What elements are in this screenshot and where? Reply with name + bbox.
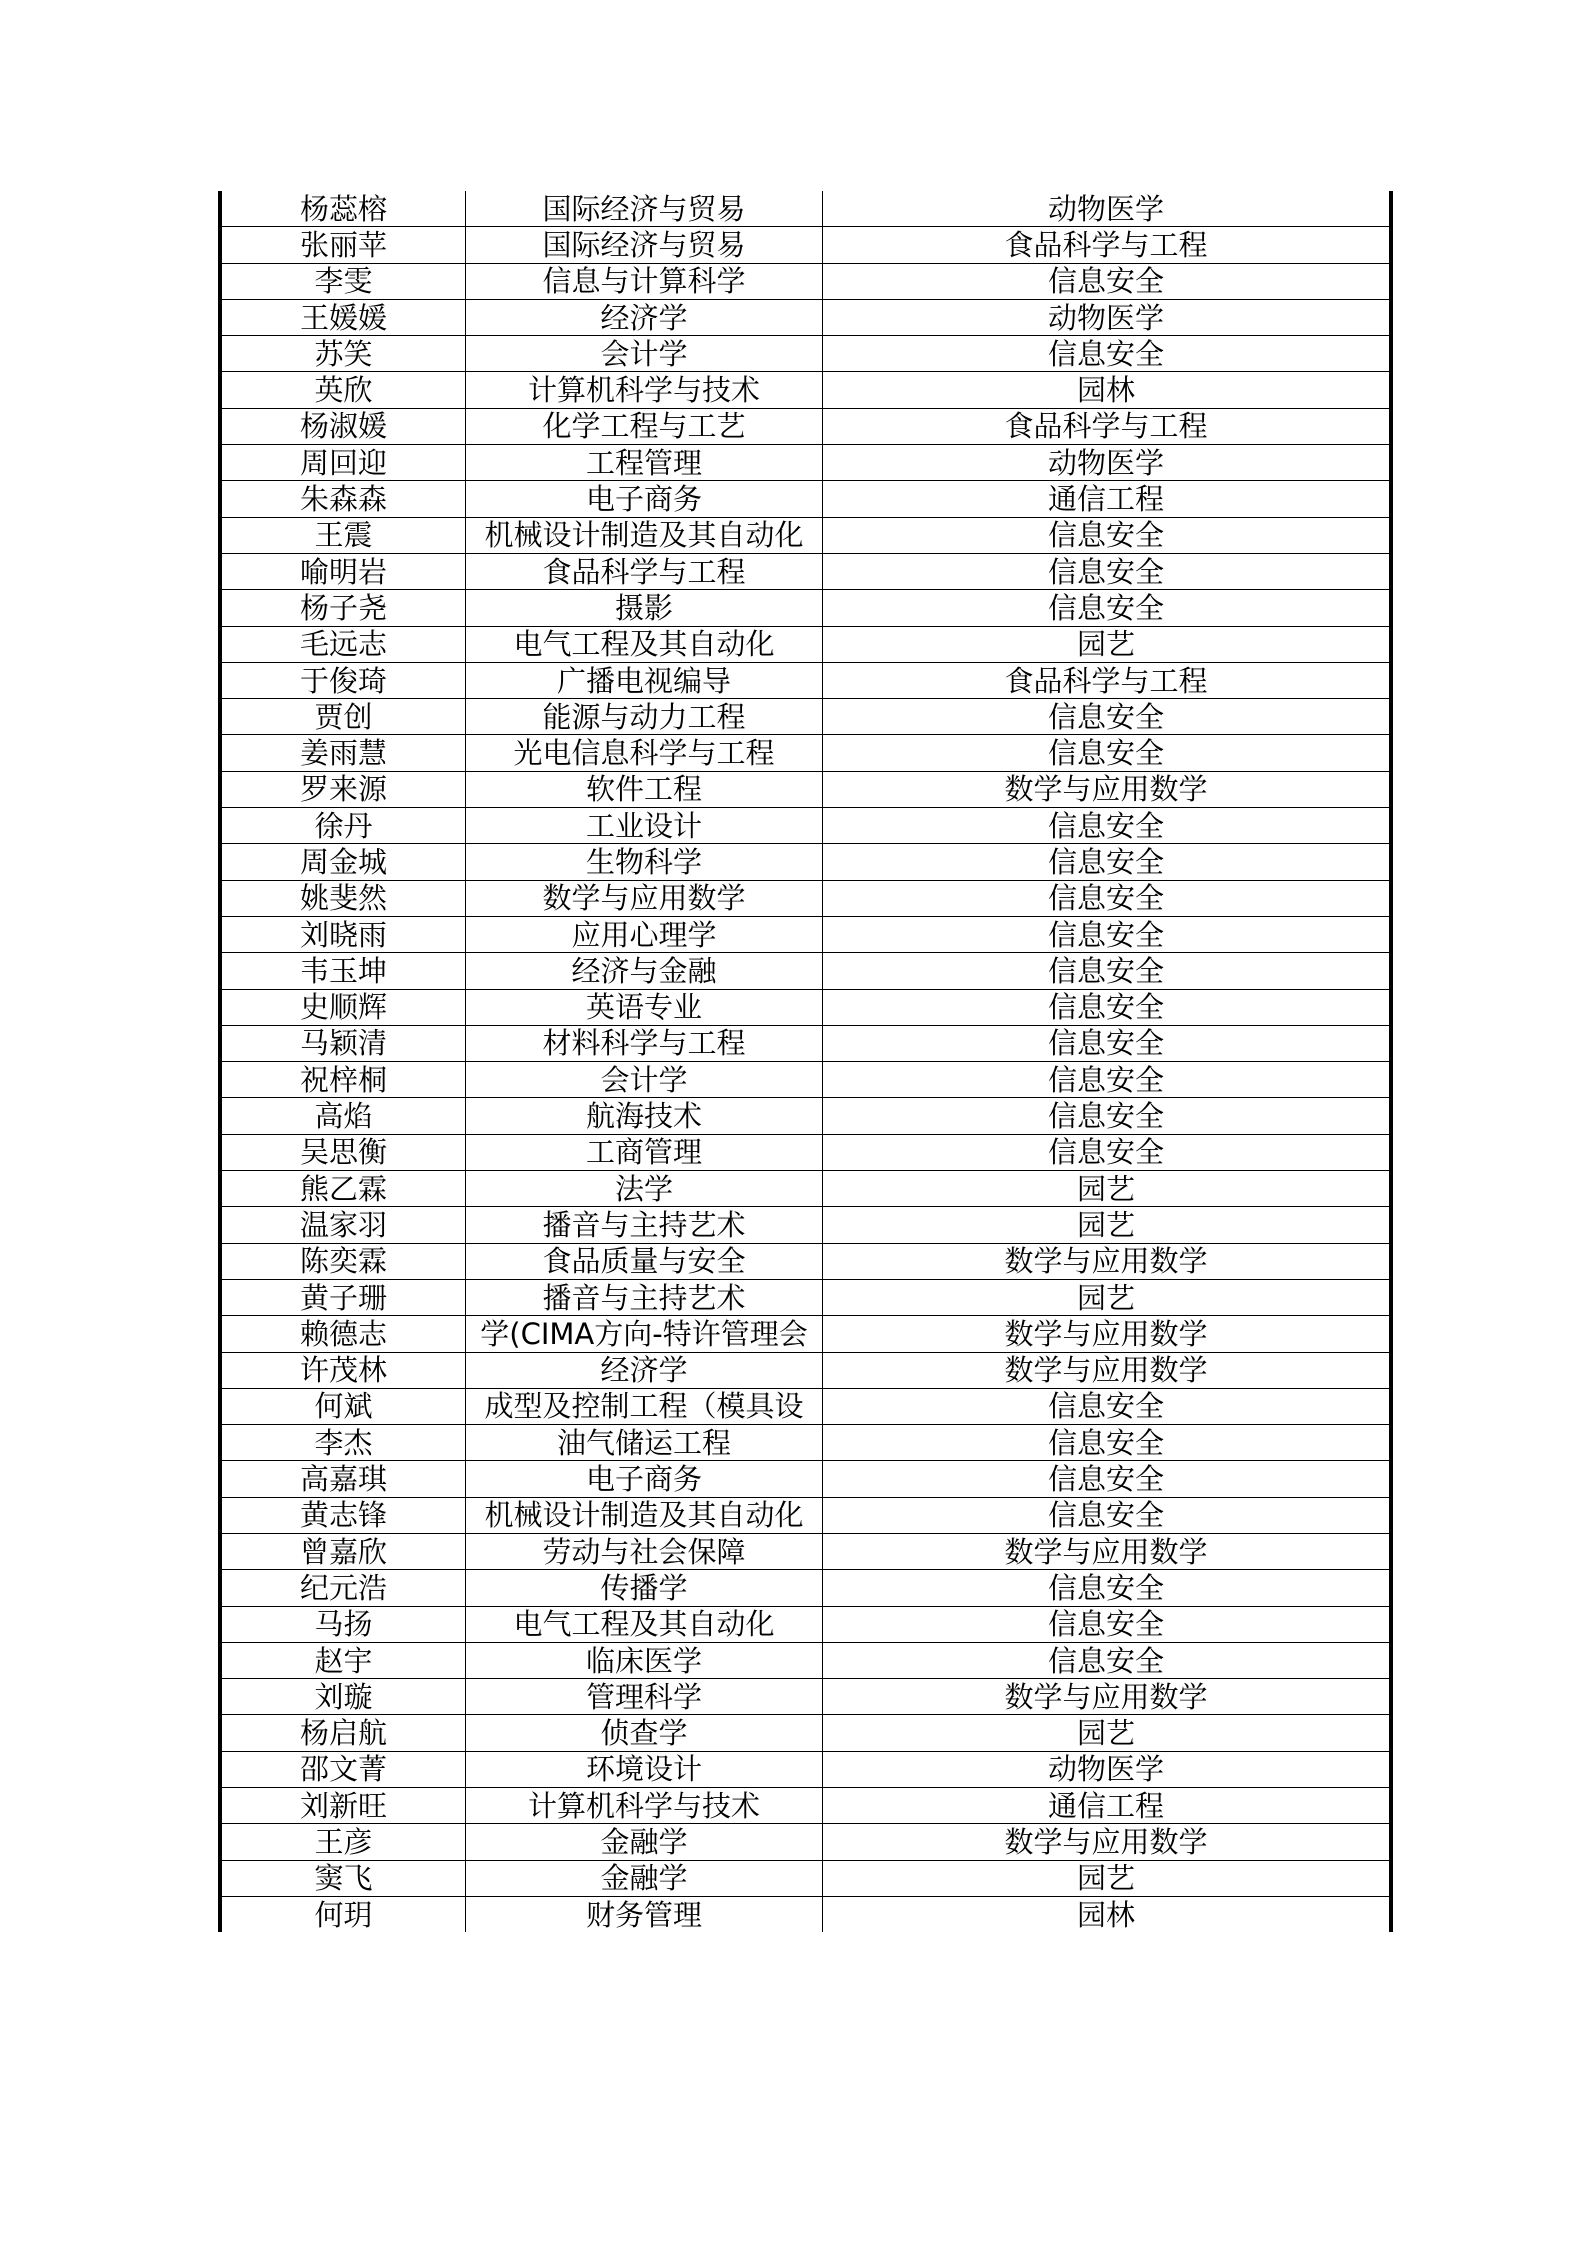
original-major-cell: 摄影 [466,590,823,626]
table-row [220,880,1391,916]
original-major-cell: 食品质量与安全 [466,1243,823,1279]
student-name-cell: 苏笑 [220,336,466,372]
original-major-cell: 应用心理学 [466,916,823,952]
target-major-cell: 动物医学 [823,445,1392,481]
student-name-cell: 刘新旺 [220,1788,466,1824]
student-name-cell: 高嘉琪 [220,1461,466,1497]
original-major-cell: 工业设计 [466,808,823,844]
original-major-cell: 数学与应用数学 [466,880,823,916]
target-major-cell: 动物医学 [823,299,1392,335]
table-row [220,771,1391,807]
original-major-cell: 工程管理 [466,445,823,481]
target-major-cell: 信息安全 [823,1570,1392,1606]
table-row [220,263,1391,299]
original-major-cell: 机械设计制造及其自动化 [466,517,823,553]
target-major-cell: 通信工程 [823,481,1392,517]
table-row [220,953,1391,989]
original-major-cell: 播音与主持艺术 [466,1279,823,1315]
original-major-cell: 会计学 [466,336,823,372]
table-row [220,1279,1391,1315]
original-major-cell: 电气工程及其自动化 [466,626,823,662]
student-name-cell: 史顺辉 [220,989,466,1025]
student-name-cell: 刘璇 [220,1679,466,1715]
original-major-cell: 法学 [466,1171,823,1207]
target-major-cell: 信息安全 [823,336,1392,372]
student-name-cell: 熊乙霖 [220,1171,466,1207]
original-major-cell: 油气储运工程 [466,1425,823,1461]
original-major-cell: 成型及控制工程（模具设 [466,1388,823,1424]
table-row [220,1751,1391,1787]
original-major-cell: 国际经济与贸易 [466,191,823,227]
original-major-cell: 经济学 [466,299,823,335]
target-major-cell: 信息安全 [823,1134,1392,1170]
target-major-cell: 信息安全 [823,699,1392,735]
target-major-cell: 通信工程 [823,1788,1392,1824]
original-major-cell: 临床医学 [466,1642,823,1678]
target-major-cell: 园艺 [823,1207,1392,1243]
table-row [220,1570,1391,1606]
table-row [220,299,1391,335]
table-row [220,699,1391,735]
target-major-cell: 食品科学与工程 [823,227,1392,263]
table-row [220,1715,1391,1751]
table-row [220,735,1391,771]
student-name-cell: 杨蕊榕 [220,191,466,227]
target-major-cell: 园林 [823,1896,1392,1932]
target-major-cell: 信息安全 [823,953,1392,989]
original-major-cell: 能源与动力工程 [466,699,823,735]
student-name-cell: 李雯 [220,263,466,299]
original-major-cell: 食品科学与工程 [466,553,823,589]
target-major-cell: 信息安全 [823,1497,1392,1533]
original-major-cell: 计算机科学与技术 [466,1788,823,1824]
table-row [220,808,1391,844]
student-name-cell: 窦飞 [220,1860,466,1896]
table-row [220,844,1391,880]
target-major-cell: 数学与应用数学 [823,1824,1392,1860]
table-row [220,1062,1391,1098]
target-major-cell: 信息安全 [823,735,1392,771]
original-major-cell: 播音与主持艺术 [466,1207,823,1243]
table-row [220,1860,1391,1896]
table-row [220,517,1391,553]
table-row [220,1025,1391,1061]
student-name-cell: 纪元浩 [220,1570,466,1606]
table-row [220,1497,1391,1533]
student-name-cell: 姜雨慧 [220,735,466,771]
student-name-cell: 王彦 [220,1824,466,1860]
table-row [220,1642,1391,1678]
student-name-cell: 祝梓桐 [220,1062,466,1098]
target-major-cell: 信息安全 [823,1098,1392,1134]
target-major-cell: 动物医学 [823,191,1392,227]
target-major-cell: 信息安全 [823,880,1392,916]
target-major-cell: 数学与应用数学 [823,1679,1392,1715]
student-major-table [218,191,1393,1932]
table-row [220,445,1391,481]
student-name-cell: 赵宇 [220,1642,466,1678]
target-major-cell: 信息安全 [823,553,1392,589]
target-major-cell: 数学与应用数学 [823,1352,1392,1388]
student-name-cell: 陈奕霖 [220,1243,466,1279]
student-name-cell: 王媛媛 [220,299,466,335]
original-major-cell: 学(CIMA方向-特许管理会 [466,1316,823,1352]
target-major-cell: 食品科学与工程 [823,662,1392,698]
original-major-cell: 金融学 [466,1824,823,1860]
student-name-cell: 贾创 [220,699,466,735]
student-name-cell: 黄子珊 [220,1279,466,1315]
target-major-cell: 信息安全 [823,989,1392,1025]
student-name-cell: 于俊琦 [220,662,466,698]
student-name-cell: 罗来源 [220,771,466,807]
original-major-cell: 工商管理 [466,1134,823,1170]
table-row [220,1788,1391,1824]
original-major-cell: 光电信息科学与工程 [466,735,823,771]
table-row [220,553,1391,589]
table-row [220,1352,1391,1388]
student-name-cell: 何玥 [220,1896,466,1932]
table-row [220,1824,1391,1860]
table-row [220,989,1391,1025]
target-major-cell: 信息安全 [823,517,1392,553]
original-major-cell: 会计学 [466,1062,823,1098]
student-name-cell: 朱森森 [220,481,466,517]
table-row [220,372,1391,408]
student-name-cell: 杨启航 [220,1715,466,1751]
student-name-cell: 喻明岩 [220,553,466,589]
student-name-cell: 周金城 [220,844,466,880]
original-major-cell: 广播电视编导 [466,662,823,698]
table-row [220,1171,1391,1207]
target-major-cell: 信息安全 [823,590,1392,626]
target-major-cell: 信息安全 [823,1606,1392,1642]
table-row [220,191,1391,227]
table-row [220,1388,1391,1424]
student-name-cell: 黄志锋 [220,1497,466,1533]
original-major-cell: 环境设计 [466,1751,823,1787]
target-major-cell: 园林 [823,372,1392,408]
student-name-cell: 杨淑媛 [220,408,466,444]
original-major-cell: 传播学 [466,1570,823,1606]
original-major-cell: 信息与计算科学 [466,263,823,299]
student-name-cell: 赖德志 [220,1316,466,1352]
original-major-cell: 生物科学 [466,844,823,880]
target-major-cell: 数学与应用数学 [823,1316,1392,1352]
student-name-cell: 马颖清 [220,1025,466,1061]
table-row [220,336,1391,372]
student-name-cell: 毛远志 [220,626,466,662]
student-name-cell: 杨子尧 [220,590,466,626]
target-major-cell: 数学与应用数学 [823,771,1392,807]
original-major-cell: 管理科学 [466,1679,823,1715]
table-row [220,626,1391,662]
table-row [220,1461,1391,1497]
table-row [220,662,1391,698]
target-major-cell: 信息安全 [823,1025,1392,1061]
table-row [220,1316,1391,1352]
table-row [220,1134,1391,1170]
table-row [220,1606,1391,1642]
table-row [220,481,1391,517]
target-major-cell: 园艺 [823,626,1392,662]
target-major-cell: 数学与应用数学 [823,1533,1392,1569]
original-major-cell: 机械设计制造及其自动化 [466,1497,823,1533]
target-major-cell: 动物医学 [823,1751,1392,1787]
target-major-cell: 园艺 [823,1860,1392,1896]
table-row [220,1243,1391,1279]
target-major-cell: 信息安全 [823,263,1392,299]
target-major-cell: 信息安全 [823,1425,1392,1461]
original-major-cell: 材料科学与工程 [466,1025,823,1061]
target-major-cell: 信息安全 [823,1062,1392,1098]
table-row [220,590,1391,626]
student-name-cell: 英欣 [220,372,466,408]
original-major-cell: 计算机科学与技术 [466,372,823,408]
student-name-cell: 曾嘉欣 [220,1533,466,1569]
student-name-cell: 徐丹 [220,808,466,844]
table-body [220,191,1391,1932]
student-name-cell: 邵文菁 [220,1751,466,1787]
target-major-cell: 信息安全 [823,808,1392,844]
target-major-cell: 信息安全 [823,1388,1392,1424]
target-major-cell: 园艺 [823,1171,1392,1207]
target-major-cell: 信息安全 [823,1642,1392,1678]
original-major-cell: 财务管理 [466,1896,823,1932]
student-name-cell: 刘晓雨 [220,916,466,952]
original-major-cell: 英语专业 [466,989,823,1025]
original-major-cell: 经济学 [466,1352,823,1388]
table-row [220,1896,1391,1932]
target-major-cell: 信息安全 [823,844,1392,880]
target-major-cell: 信息安全 [823,1461,1392,1497]
student-name-cell: 许茂林 [220,1352,466,1388]
target-major-cell: 信息安全 [823,916,1392,952]
original-major-cell: 国际经济与贸易 [466,227,823,263]
table-row [220,916,1391,952]
original-major-cell: 化学工程与工艺 [466,408,823,444]
original-major-cell: 电子商务 [466,1461,823,1497]
table-row [220,1207,1391,1243]
table-row [220,1098,1391,1134]
target-major-cell: 园艺 [823,1279,1392,1315]
original-major-cell: 电子商务 [466,481,823,517]
student-name-cell: 张丽苹 [220,227,466,263]
target-major-cell: 数学与应用数学 [823,1243,1392,1279]
original-major-cell: 软件工程 [466,771,823,807]
student-name-cell: 何斌 [220,1388,466,1424]
student-name-cell: 姚斐然 [220,880,466,916]
table-row [220,227,1391,263]
student-name-cell: 周回迎 [220,445,466,481]
original-major-cell: 侦查学 [466,1715,823,1751]
student-name-cell: 韦玉坤 [220,953,466,989]
student-name-cell: 李杰 [220,1425,466,1461]
student-name-cell: 温家羽 [220,1207,466,1243]
original-major-cell: 电气工程及其自动化 [466,1606,823,1642]
table-row [220,1533,1391,1569]
original-major-cell: 劳动与社会保障 [466,1533,823,1569]
target-major-cell: 食品科学与工程 [823,408,1392,444]
table-row [220,408,1391,444]
original-major-cell: 经济与金融 [466,953,823,989]
student-name-cell: 吴思衡 [220,1134,466,1170]
student-name-cell: 王震 [220,517,466,553]
target-major-cell: 园艺 [823,1715,1392,1751]
student-name-cell: 高焰 [220,1098,466,1134]
table-row [220,1679,1391,1715]
original-major-cell: 航海技术 [466,1098,823,1134]
table-row [220,1425,1391,1461]
student-name-cell: 马扬 [220,1606,466,1642]
original-major-cell: 金融学 [466,1860,823,1896]
